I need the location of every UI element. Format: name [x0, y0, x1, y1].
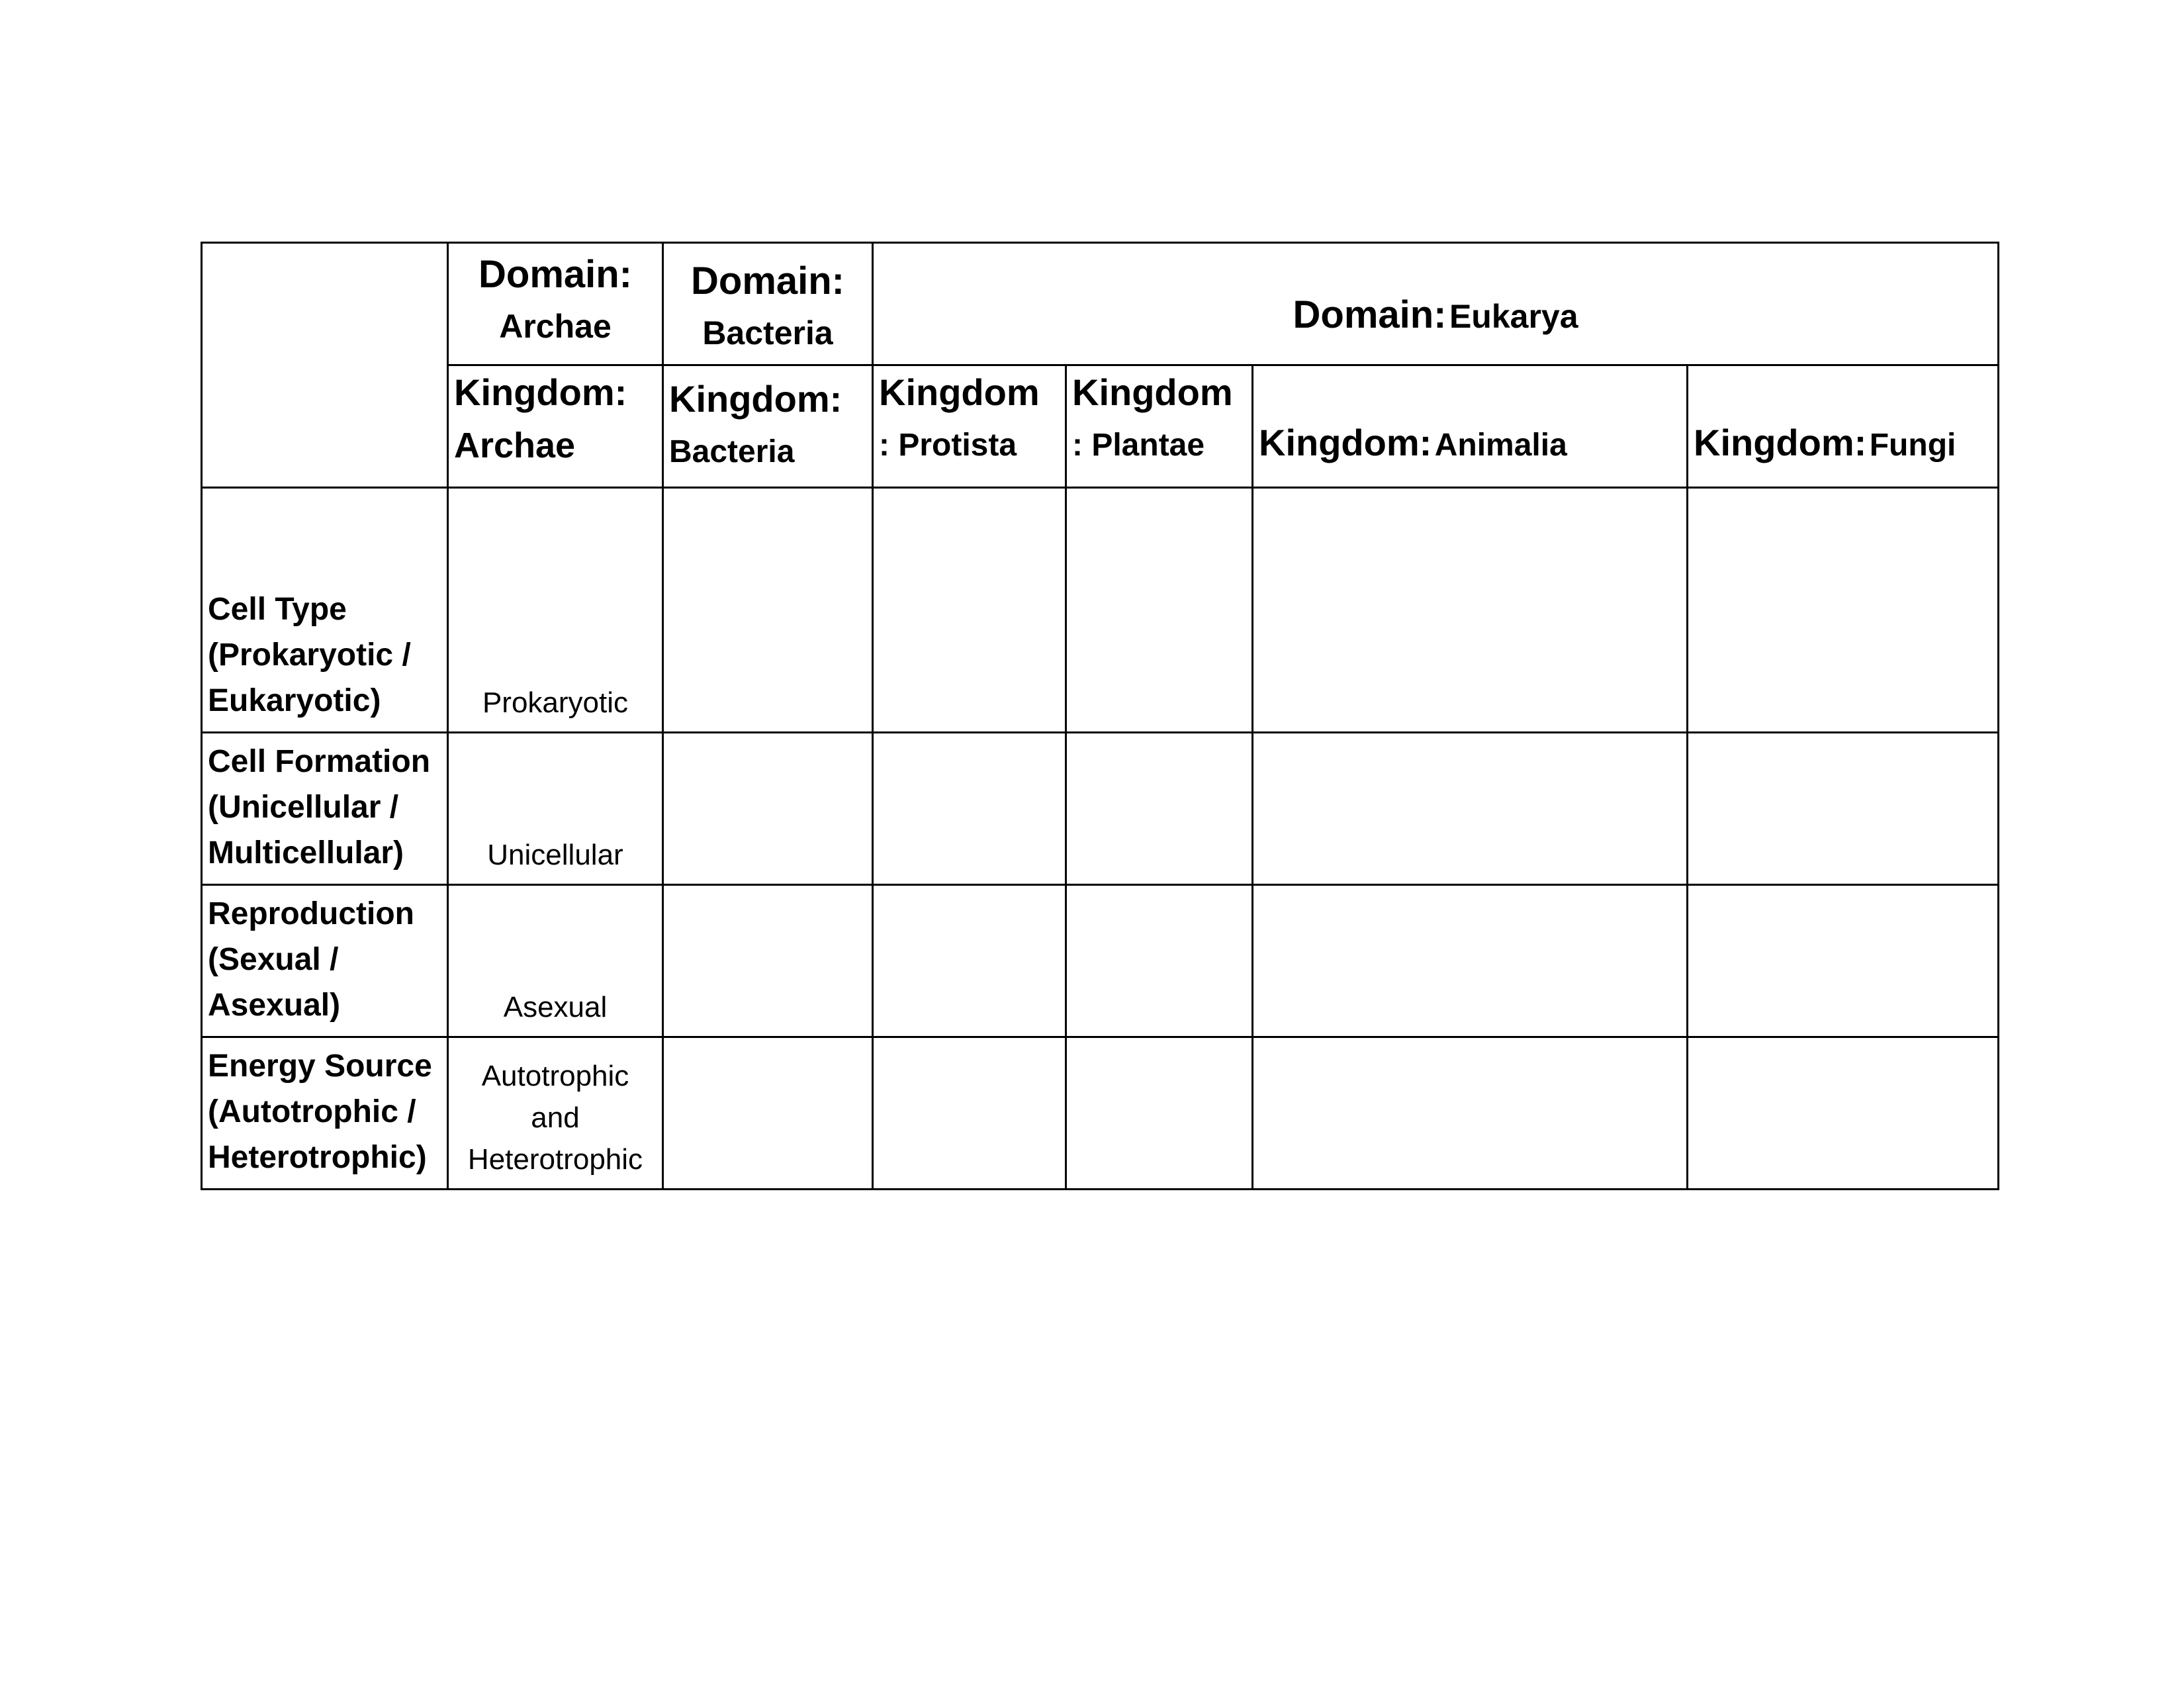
kingdom-value: Archae — [454, 426, 576, 465]
blank-answer-cell[interactable] — [1688, 733, 1999, 885]
answer-text: and — [531, 1102, 580, 1134]
kingdom-animalia-cell — [1253, 365, 1688, 488]
answer-text: Unicellular — [487, 839, 623, 871]
domain-value: Bacteria — [702, 314, 833, 352]
kingdom-label: Kingdom: — [1259, 422, 1432, 463]
row-label-line: Cell Formation — [208, 744, 431, 779]
blank-answer-cell[interactable] — [873, 733, 1066, 885]
kingdom-label: Kingdom — [879, 371, 1040, 413]
blank-answer-cell[interactable] — [1253, 488, 1688, 733]
row-label-cell-type — [202, 488, 448, 733]
kingdom-value: Fungi — [1869, 428, 1956, 463]
row-label-line: Asexual) — [208, 988, 341, 1023]
archae-answer-cell — [448, 488, 663, 733]
row-label-line: Reproduction — [208, 896, 414, 931]
row-label-line: (Unicellular / — [208, 790, 399, 825]
answer-text: Heterotrophic — [467, 1143, 643, 1176]
row-label-line: (Prokaryotic / — [208, 637, 411, 673]
blank-answer-cell[interactable] — [1253, 733, 1688, 885]
blank-answer-cell[interactable] — [663, 733, 873, 885]
kingdom-label: Kingdom: — [1694, 422, 1867, 463]
table-row — [202, 1037, 1999, 1190]
archae-answer-cell — [448, 885, 663, 1037]
row-label-line: Multicellular) — [208, 835, 404, 870]
domain-bacteria-cell — [663, 243, 873, 365]
answer-text: Prokaryotic — [482, 686, 629, 719]
blank-answer-cell[interactable] — [873, 1037, 1066, 1190]
blank-answer-cell[interactable] — [873, 488, 1066, 733]
kingdom-fungi-cell — [1688, 365, 1999, 488]
kingdom-value: : Protista — [879, 428, 1017, 463]
row-label-line: (Autotrophic / — [208, 1094, 416, 1129]
kingdom-bacteria-cell — [663, 365, 873, 488]
domain-eukarya-cell — [873, 243, 1999, 365]
kingdom-plantae-cell — [1066, 365, 1253, 488]
blank-answer-cell[interactable] — [1253, 885, 1688, 1037]
domain-label: Domain: — [478, 253, 632, 296]
row-label-cell-formation — [202, 733, 448, 885]
blank-answer-cell[interactable] — [1066, 1037, 1253, 1190]
blank-answer-cell[interactable] — [1066, 885, 1253, 1037]
blank-answer-cell[interactable] — [663, 1037, 873, 1190]
domain-header-row — [202, 243, 1999, 365]
corner-cell — [202, 243, 448, 488]
row-label-line: (Sexual / — [208, 942, 339, 977]
blank-answer-cell[interactable] — [1688, 488, 1999, 733]
archae-answer-cell — [448, 1037, 663, 1190]
kingdom-value: : Plantae — [1072, 428, 1205, 463]
blank-answer-cell[interactable] — [873, 885, 1066, 1037]
archae-answer-cell — [448, 733, 663, 885]
row-label-line: Cell Type — [208, 592, 347, 627]
kingdom-value: Bacteria — [669, 434, 795, 469]
domain-archae-cell — [448, 243, 663, 365]
kingdom-label: Kingdom — [1072, 371, 1233, 413]
domain-value: Archae — [499, 308, 612, 345]
table-row — [202, 733, 1999, 885]
kingdom-protista-cell — [873, 365, 1066, 488]
blank-answer-cell[interactable] — [1066, 733, 1253, 885]
kingdom-value: Animalia — [1434, 428, 1567, 463]
classification-table — [201, 242, 1999, 1190]
answer-text: Asexual — [503, 991, 608, 1023]
row-label-line: Heterotrophic) — [208, 1140, 427, 1175]
domain-label: Domain: — [1293, 293, 1447, 336]
row-label-line: Energy Source — [208, 1049, 432, 1084]
table-row — [202, 885, 1999, 1037]
blank-answer-cell[interactable] — [1688, 885, 1999, 1037]
row-label-line: Eukaryotic) — [208, 683, 381, 718]
domain-label: Domain: — [691, 259, 844, 303]
table-row — [202, 488, 1999, 733]
answer-text: Autotrophic — [481, 1060, 629, 1092]
kingdom-label: Kingdom: — [454, 371, 627, 413]
blank-answer-cell[interactable] — [663, 488, 873, 733]
row-label-reproduction — [202, 885, 448, 1037]
kingdom-archae-cell — [448, 365, 663, 488]
blank-answer-cell[interactable] — [663, 885, 873, 1037]
blank-answer-cell[interactable] — [1066, 488, 1253, 733]
domain-value: Eukarya — [1449, 298, 1578, 335]
blank-answer-cell[interactable] — [1688, 1037, 1999, 1190]
row-label-energy-source — [202, 1037, 448, 1190]
blank-answer-cell[interactable] — [1253, 1037, 1688, 1190]
kingdom-label: Kingdom: — [669, 378, 842, 420]
kingdom-header-row — [202, 365, 1999, 488]
